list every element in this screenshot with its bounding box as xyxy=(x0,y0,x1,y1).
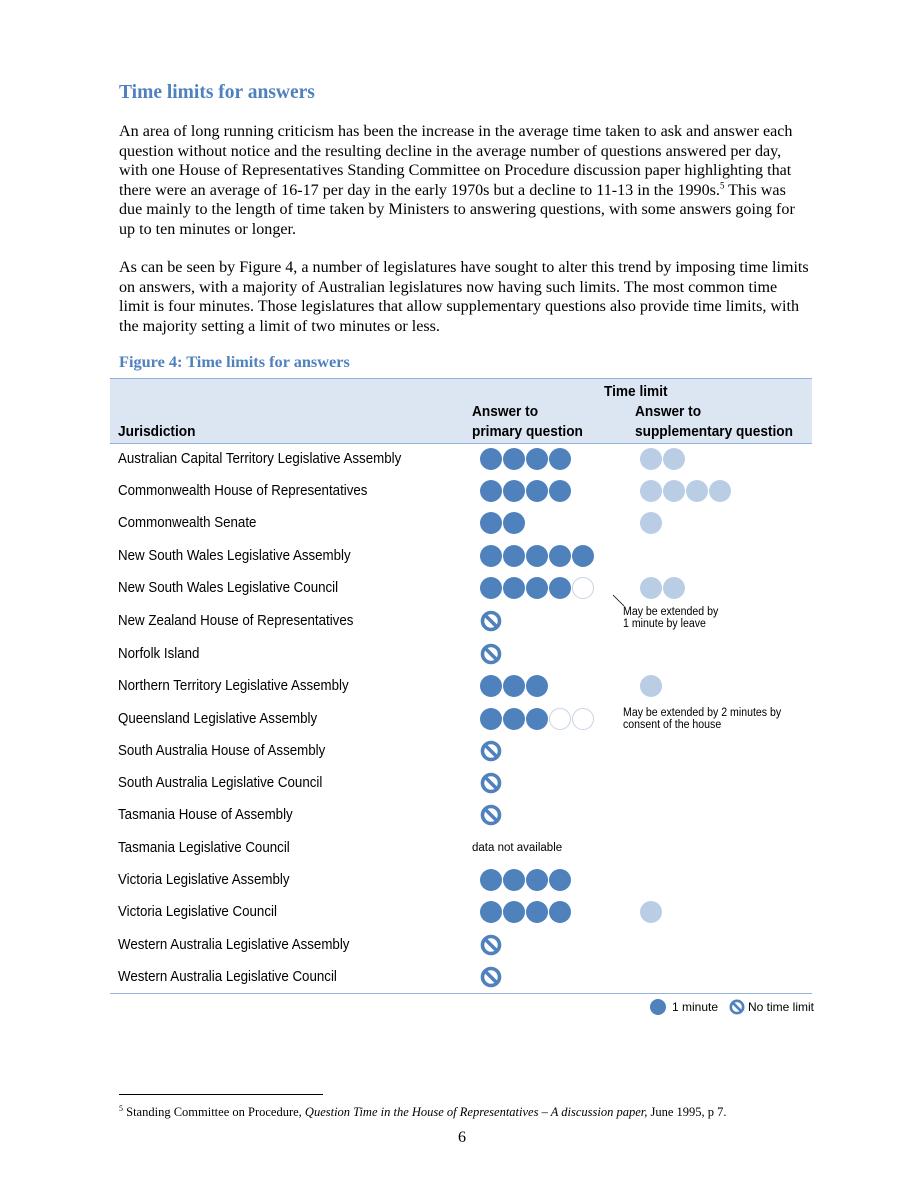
time-limit-header: Time limit xyxy=(604,383,668,400)
primary-minute-dot xyxy=(503,512,525,534)
primary-time-cell xyxy=(480,929,502,961)
jurisdiction-name: Western Australia Legislative Assembly xyxy=(118,937,350,953)
note-nsw-line1: May be extended by xyxy=(623,606,719,618)
no-limit-icon xyxy=(729,999,745,1015)
supplementary-minute-dot xyxy=(640,480,662,502)
primary-time-cell xyxy=(480,605,502,637)
supplementary-time-cell xyxy=(640,896,662,928)
jurisdiction-name: Western Australia Legislative Council xyxy=(118,969,337,985)
paragraph-1-text-cont: This was due mainly to the length of time taken by Ministers to answering questions, with some answers going for up to ten minutes or longer. xyxy=(119,181,795,238)
jurisdiction-name: Commonwealth Senate xyxy=(118,515,257,531)
section-heading: Time limits for answers xyxy=(119,82,315,103)
no-limit-icon xyxy=(480,934,502,956)
table-row xyxy=(110,896,812,928)
note-nsw xyxy=(623,606,718,630)
primary-minute-dot xyxy=(480,869,502,891)
primary-minute-dot xyxy=(549,901,571,923)
primary-minute-dot xyxy=(526,901,548,923)
primary-minute-dot xyxy=(526,448,548,470)
primary-minute-dot xyxy=(503,545,525,567)
supplementary-minute-dot xyxy=(663,480,685,502)
supplementary-minute-dot xyxy=(686,480,708,502)
jurisdiction-name: Northern Territory Legislative Assembly xyxy=(118,678,349,694)
footnote-title: Question Time in the House of Representatives – A discussion paper, xyxy=(304,1105,648,1120)
primary-minute-dot xyxy=(480,480,502,502)
supplementary-minute-dot xyxy=(663,577,685,599)
primary-minute-dot xyxy=(549,545,571,567)
footnote-rule xyxy=(119,1094,323,1095)
primary-minute-dot xyxy=(549,480,571,502)
table-bottom-rule xyxy=(110,993,812,994)
primary-minute-dot xyxy=(503,448,525,470)
supplementary-minute-dot xyxy=(709,480,731,502)
table-row xyxy=(110,735,812,767)
supplementary-time-cell xyxy=(640,572,685,604)
primary-minute-dot xyxy=(526,675,548,697)
figure-title: Figure 4: Time limits for answers xyxy=(119,352,350,371)
jurisdiction-name: South Australia Legislative Council xyxy=(118,775,323,791)
primary-time-cell xyxy=(480,896,571,928)
footnote-ref[interactable]: 5 xyxy=(719,180,725,191)
primary-minute-dot xyxy=(572,545,594,567)
no-limit-icon xyxy=(480,772,502,794)
primary-minute-dot xyxy=(526,577,548,599)
note-qld-line1: May be extended by 2 minutes by xyxy=(623,707,782,719)
legend-no-limit xyxy=(729,999,814,1015)
primary-minute-dot xyxy=(526,708,548,730)
jurisdiction-header: Jurisdiction xyxy=(118,423,196,440)
primary-minute-dot xyxy=(503,675,525,697)
primary-time-cell xyxy=(480,475,571,507)
primary-minute-dot xyxy=(480,577,502,599)
primary-time-cell xyxy=(480,507,525,539)
primary-time-cell xyxy=(480,638,502,670)
table-row xyxy=(110,670,812,702)
primary-time-cell xyxy=(480,443,571,475)
supplementary-header-line1: Answer to xyxy=(635,403,702,420)
no-limit-icon xyxy=(480,610,502,632)
supplementary-time-cell xyxy=(640,670,662,702)
table-row xyxy=(110,572,812,604)
jurisdiction-name: Victoria Legislative Assembly xyxy=(118,872,290,888)
primary-minute-dot xyxy=(480,675,502,697)
extendable-minute-dot xyxy=(572,577,594,599)
jurisdiction-name: Tasmania Legislative Council xyxy=(118,840,290,856)
table-row xyxy=(110,929,812,961)
primary-minute-dot xyxy=(549,448,571,470)
primary-minute-dot xyxy=(480,448,502,470)
table-row xyxy=(110,864,812,896)
footnote-number: 5 xyxy=(119,1104,123,1113)
primary-minute-dot xyxy=(503,577,525,599)
table-row xyxy=(110,961,812,993)
primary-minute-dot xyxy=(480,512,502,534)
primary-time-cell xyxy=(480,703,594,735)
primary-time-cell xyxy=(480,670,548,702)
note-qld-line2: consent of the house xyxy=(623,719,722,731)
note-nsw-line2: 1 minute by leave xyxy=(623,618,706,630)
paragraph-1-text: An area of long running criticism has been the increase in the average time taken to ask and answer each question without notice and the resulting decline in the average number of questions answered per day, with one House of Representatives Standing Committee on Procedure discussion paper highlighting that there were an average of 16-17 per day in the early 1970s but a decline to 11-13 in the 1990s. xyxy=(119,123,793,199)
footnote-text: Standing Committee on Procedure, xyxy=(123,1105,305,1120)
table-row xyxy=(110,443,812,475)
primary-header-line1: Answer to xyxy=(472,403,539,420)
table-row xyxy=(110,475,812,507)
supplementary-header-line2: supplementary question xyxy=(635,423,793,440)
primary-minute-dot xyxy=(549,869,571,891)
primary-time-cell xyxy=(480,540,594,572)
jurisdiction-name: Victoria Legislative Council xyxy=(118,904,277,920)
primary-minute-dot xyxy=(549,577,571,599)
primary-minute-dot xyxy=(526,545,548,567)
legend-no-limit-label: No time limit xyxy=(748,1000,815,1014)
primary-time-cell xyxy=(480,961,502,993)
table-row xyxy=(110,799,812,831)
legend-one-minute-label: 1 minute xyxy=(672,1000,719,1014)
primary-minute-dot xyxy=(503,708,525,730)
supplementary-minute-dot xyxy=(640,512,662,534)
no-limit-icon xyxy=(480,740,502,762)
jurisdiction-name: New South Wales Legislative Council xyxy=(118,580,339,596)
primary-minute-dot xyxy=(503,480,525,502)
footnote-text-cont: June 1995, p 7. xyxy=(647,1105,727,1120)
jurisdiction-name: New South Wales Legislative Assembly xyxy=(118,548,351,564)
legend-one-minute xyxy=(650,999,718,1015)
table-row xyxy=(110,832,812,864)
primary-header-line2: primary question xyxy=(472,423,583,440)
primary-time-cell xyxy=(480,767,502,799)
table-header xyxy=(110,378,812,444)
primary-time-cell xyxy=(480,864,571,896)
no-limit-icon xyxy=(480,966,502,988)
table-row xyxy=(110,638,812,670)
primary-minute-dot xyxy=(503,901,525,923)
note-qld xyxy=(623,707,781,731)
no-limit-icon xyxy=(480,804,502,826)
primary-minute-dot xyxy=(503,869,525,891)
jurisdiction-name: New Zealand House of Representatives xyxy=(118,613,354,629)
supplementary-time-cell xyxy=(640,507,662,539)
primary-time-cell xyxy=(480,735,502,767)
supplementary-minute-dot xyxy=(640,901,662,923)
table-row xyxy=(110,540,812,572)
jurisdiction-name: Norfolk Island xyxy=(118,646,200,662)
supplementary-time-cell xyxy=(640,475,731,507)
paragraph-2: As can be seen by Figure 4, a number of legislatures have sought to alter this trend by imposing time limits on answers, with a majority of Australian legislatures now having such limits. The most common time limit is four minutes. Those legislatures that allow supplementary questions also provide time limits, with the majority setting a limit of two minutes or less. xyxy=(119,259,809,335)
primary-minute-dot xyxy=(480,545,502,567)
primary-time-cell xyxy=(480,572,594,604)
primary-minute-dot xyxy=(526,480,548,502)
jurisdiction-name: Commonwealth House of Representatives xyxy=(118,483,368,499)
jurisdiction-name: South Australia House of Assembly xyxy=(118,743,326,759)
no-limit-icon xyxy=(480,643,502,665)
table-row xyxy=(110,507,812,539)
supplementary-minute-dot xyxy=(640,577,662,599)
footnote xyxy=(119,1104,727,1120)
primary-time-cell xyxy=(472,832,563,864)
page-number: 6 xyxy=(458,1129,466,1146)
extendable-minute-dot xyxy=(549,708,571,730)
primary-minute-dot xyxy=(480,708,502,730)
primary-time-cell xyxy=(480,799,502,831)
data-not-available-label: data not available xyxy=(472,842,563,854)
paragraph-1 xyxy=(119,122,809,240)
primary-minute-dot xyxy=(526,869,548,891)
table-row xyxy=(110,767,812,799)
primary-minute-dot xyxy=(480,901,502,923)
extendable-minute-dot xyxy=(572,708,594,730)
supplementary-minute-dot xyxy=(640,448,662,470)
jurisdiction-name: Queensland Legislative Assembly xyxy=(118,711,318,727)
jurisdiction-name: Australian Capital Territory Legislative Assembly xyxy=(118,451,402,467)
note-nsw-pointer xyxy=(612,594,626,608)
supplementary-time-cell xyxy=(640,443,685,475)
one-minute-dot-icon xyxy=(650,999,666,1015)
supplementary-minute-dot xyxy=(663,448,685,470)
supplementary-minute-dot xyxy=(640,675,662,697)
jurisdiction-name: Tasmania House of Assembly xyxy=(118,807,293,823)
